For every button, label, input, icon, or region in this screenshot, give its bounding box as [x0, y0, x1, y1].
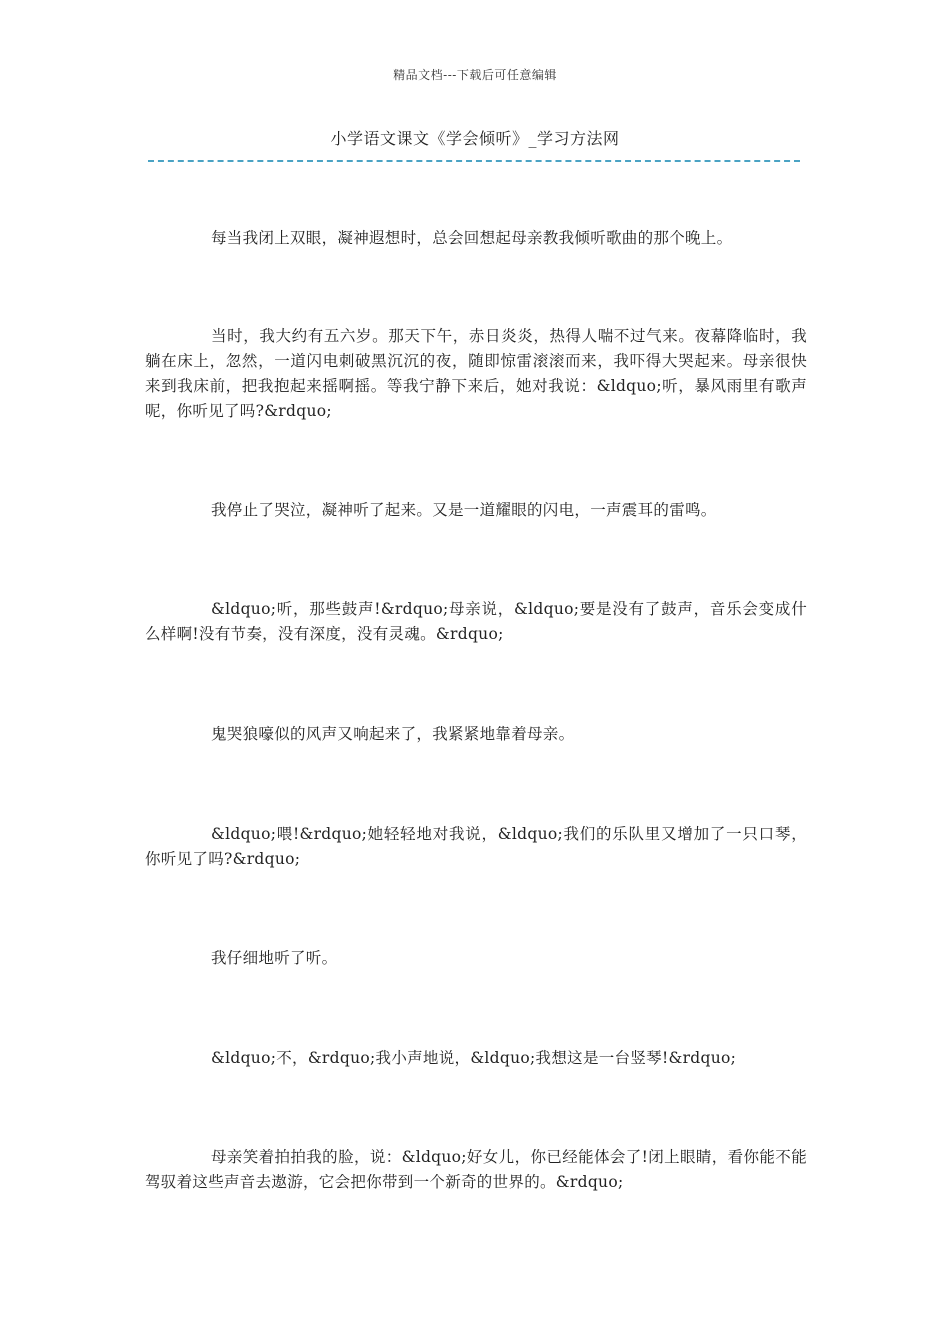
paragraph-9: 母亲笑着拍拍我的脸，说：&ldquo;好女儿，你已经能体会了!闭上眼睛，看你能不能驾驭着这些声音去遨游，它会把你带到一个新奇的世界的。&rdquo;: [145, 1148, 807, 1191]
header-note: 精品文档---下载后可任意编辑: [393, 68, 557, 82]
paragraph-8: &ldquo;不，&rdquo;我小声地说，&ldquo;我想这是一台竖琴!&rdquo;: [211, 1049, 737, 1067]
paragraph-5: 鬼哭狼嚎似的风声又响起来了，我紧紧地靠着母亲。: [211, 725, 575, 743]
paragraph-3: 我停止了哭泣，凝神听了起来。又是一道耀眼的闪电，一声震耳的雷鸣。: [211, 501, 717, 519]
document-title: 小学语文课文《学会倾听》_学习方法网: [330, 129, 620, 148]
title-divider: [148, 160, 800, 162]
paragraph-7: 我仔细地听了听。: [211, 949, 338, 967]
paragraph-2: 当时，我大约有五六岁。那天下午，赤日炎炎，热得人喘不过气来。夜幕降临时，我躺在床上，忽然，一道闪电刺破黑沉沉的夜，随即惊雷滚滚而来，我吓得大哭起来。母亲很快来到我床前，把我抱起来摇啊摇。等我宁静下来后，她对我说：&ldquo;听，暴风雨里有歌声呢，你听见了吗?&rdquo;: [145, 327, 807, 420]
paragraph-6: &ldquo;喂!&rdquo;她轻轻地对我说，&ldquo;我们的乐队里又增加了一只口琴，你听见了吗?&rdquo;: [145, 825, 807, 868]
paragraph-1: 每当我闭上双眼，凝神遐想时，总会回想起母亲教我倾听歌曲的那个晚上。: [211, 229, 733, 247]
paragraph-4: &ldquo;听，那些鼓声!&rdquo;母亲说，&ldquo;要是没有了鼓声，音乐会变成什么样啊!没有节奏，没有深度，没有灵魂。&rdquo;: [145, 600, 807, 643]
